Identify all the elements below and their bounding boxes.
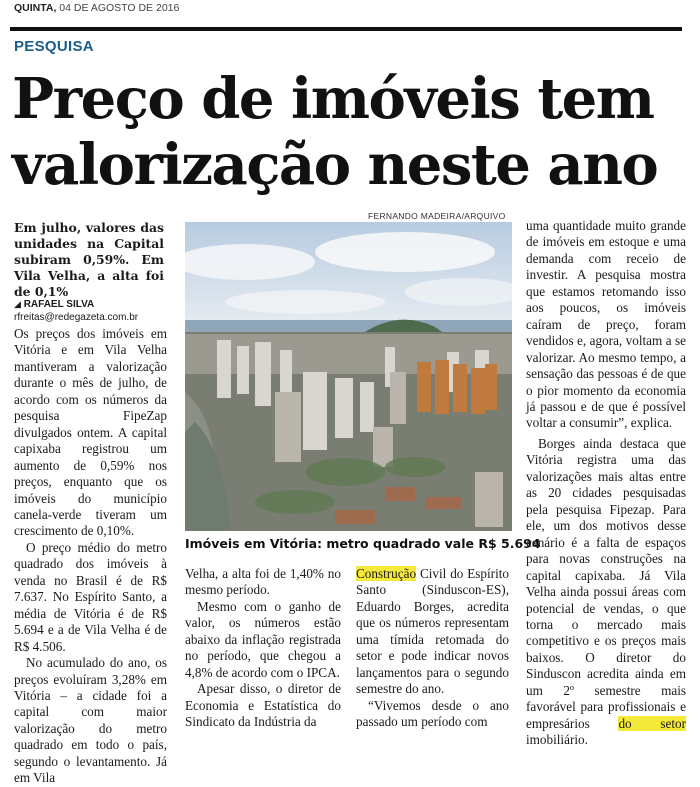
- header-date: 04 DE AGOSTO DE 2016: [56, 2, 180, 14]
- paragraph: [356, 566, 509, 698]
- article-column-3-top: [526, 218, 686, 432]
- article-column-1: [14, 326, 167, 787]
- article-column-4: [526, 436, 686, 749]
- paragraph-text: Civil do Espírito Santo (Sinduscon-ES), Eduardo Borges, acredita que os números representam uma tímida retomada do setor e pode indicar novos lançamentos para o segundo semestre do ano.: [356, 566, 509, 697]
- photo-credit: FERNANDO MADEIRA/ARQUIVO: [368, 211, 506, 221]
- paragraph: Apesar disso, o diretor de Economia e Estatística do Sindicato da Indústria da: [185, 681, 341, 730]
- paragraph: “Vivemos desde o ano passado um período com: [356, 697, 509, 730]
- deck: Em julho, valores das unidades na Capital subiram 0,59%. Em Vila Velha, a alta foi de 0,1%: [14, 220, 164, 299]
- paragraph-text: Borges ainda destaca que Vitória registra uma das valorizações mais altas entre as 20 cidades pesquisadas pela pesquisa Fipezap. Para ele, um dos motivos desse cenário é a falta de espaços para novas construções na capital capixaba. Já Vila Velha ainda possui áreas com potencial de vendas, o que torna o mercado mais competitivo e os preços mais baixos. O diretor do Sinduscon acredita ainda em um 2º semestre mais favorável para profissionais e empresários: [526, 436, 686, 731]
- article-column-3: [356, 566, 509, 731]
- headline-line-2: valorização neste ano: [12, 132, 658, 198]
- header-day: QUINTA,: [14, 2, 57, 14]
- byline: [14, 298, 138, 324]
- paragraph: Os preços dos imóveis em Vitória e em Vila Velha mantiveram a valorização durante o mês de julho, de acordo com os números da pesquisa FipeZap divulgados ontem. A capital capixaba registrou um aumento de 0,59% nos preços, enquanto que os imóveis do município canela-verde tiveram um crescimento de 0,10%.: [14, 326, 167, 539]
- paragraph: O preço médio do metro quadrado dos imóveis à venda no Brasil é de R$ 7.637. No Espírito Santo, a média de Vitória é de R$ 5.694 e a de Vila Velha é de R$ 4.506.: [14, 539, 167, 654]
- author-email: rfreitas@redegazeta.com.br: [14, 312, 139, 323]
- highlight: do setor: [618, 715, 687, 731]
- paragraph: Velha, a alta foi de 1,40% no mesmo período.: [185, 566, 341, 598]
- paragraph: [526, 436, 686, 749]
- photo-caption: Imóveis em Vitória: metro quadrado vale R$ 5.694: [185, 536, 541, 551]
- paragraph: Mesmo com o ganho de valor, os números estão abaixo da inflação registrada no período, que chegou a 4,8% de acordo com o IPCA.: [185, 598, 341, 680]
- paragraph-text: imobiliário.: [526, 732, 588, 748]
- headline-line-1: Preço de imóveis tem: [12, 66, 654, 132]
- headline: [12, 66, 692, 198]
- paragraph: uma quantidade muito grande de imóveis em estoque e uma demanda com receio de investir. A pesquisa mostra que estamos retomando isso aos poucos, os imóveis caíram de preço, foram vendidos e, agora, voltam a se valorizar. Ao mesmo tempo, a sensação das pessoas é de que o pior momento da economia já passou e de que é possível voltar a consumir”, explica.: [526, 218, 686, 431]
- section-label: PESQUISA: [14, 38, 94, 55]
- article-column-2: [185, 566, 341, 731]
- author-name: RAFAEL SILVA: [23, 299, 95, 310]
- highlight: Construção: [356, 566, 417, 581]
- photo-illustration: [185, 222, 512, 531]
- paragraph: No acumulado do ano, os preços evoluíram 3,28% em Vitória – a cidade foi a capital com maior valorização do metro quadrado em todo o país, segundo o levantamento. Já em Vila: [14, 655, 167, 786]
- header-rule: [10, 27, 682, 31]
- page-header: [14, 2, 179, 14]
- city-photo: [185, 222, 512, 531]
- byline-pen-icon: ◢: [14, 299, 21, 309]
